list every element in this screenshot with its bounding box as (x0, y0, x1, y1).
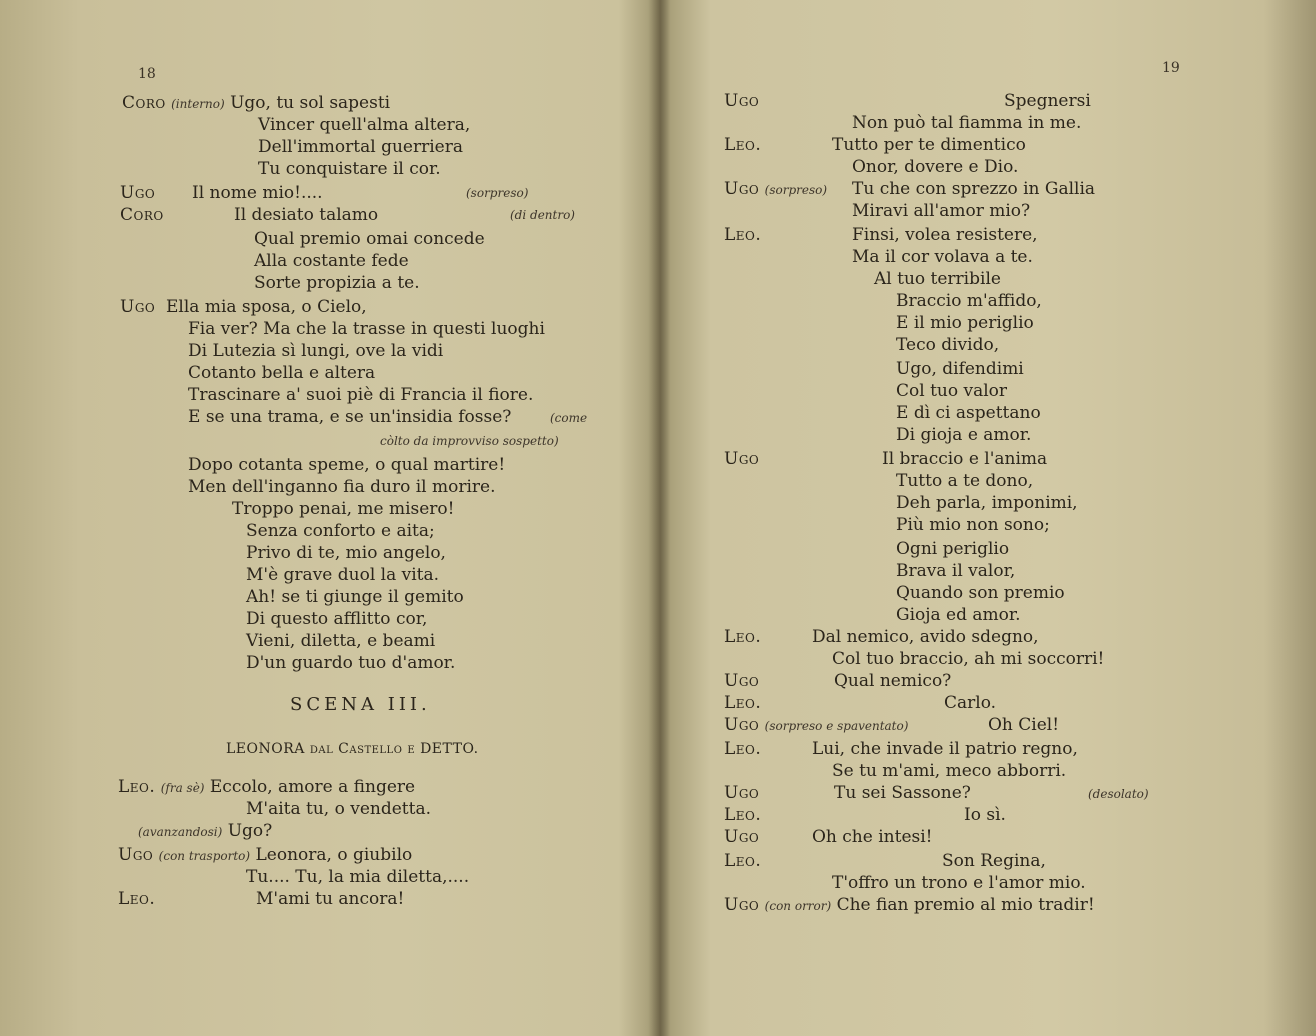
verse-line: Al tuo terribile (874, 269, 1001, 289)
verse-line: T'offro un trono e l'amor mio. (832, 873, 1086, 893)
verse-line (118, 888, 155, 910)
verse-line: Di gioja e amor. (896, 425, 1032, 445)
speaker: Ugo (120, 297, 156, 317)
verse-line: Tu conquistare il cor. (258, 159, 441, 179)
verse-text: Eccolo, amore a fingere (209, 777, 416, 797)
speaker: Ugo (724, 671, 760, 691)
stage-direction: (con orror) (764, 899, 832, 913)
verse-line: Fia ver? Ma che la trasse in questi luoghi (188, 319, 545, 339)
speaker: Ugo (118, 845, 154, 865)
verse-text: Tu sei Sassone? (834, 783, 971, 803)
verse-line (122, 92, 390, 115)
verse-line: Privo di te, mio angelo, (246, 543, 446, 563)
verse-text: Il desiato talamo (234, 205, 379, 225)
verse-line: Ogni periglio (896, 539, 1010, 559)
verse-line (120, 296, 155, 318)
verse-line: Senza conforto e aita; (246, 521, 435, 541)
verse-text: Che fian premio al mio tradir! (836, 895, 1095, 915)
verse-line: E dì ci aspettano (896, 403, 1041, 423)
stage-direction: (sorpreso) (466, 186, 529, 200)
verse-text: Leonora, o giubilo (255, 845, 413, 865)
verse-line: Se tu m'ami, meco abborri. (832, 761, 1067, 781)
stage-direction: còlto da improvviso sospetto) (380, 434, 559, 448)
verse-line: Teco divido, (896, 335, 1000, 355)
verse-text: Son Regina, (942, 851, 1046, 871)
verse-line: Brava il valor, (896, 561, 1016, 581)
verse-line: Ma il cor volava a te. (852, 247, 1033, 267)
page-number: 18 (138, 66, 156, 82)
speaker: Ugo (724, 179, 760, 199)
stage-direction: (come (550, 411, 588, 425)
verse-line (120, 182, 155, 204)
verse-text: Carlo. (944, 693, 997, 713)
verse-line (118, 844, 412, 867)
verse-line (138, 820, 272, 843)
stage-direction: (desolato) (1088, 787, 1149, 801)
verse-line: D'un guardo tuo d'amor. (246, 653, 456, 673)
verse-line: Trascinare a' suoi piè di Francia il fiore. (188, 385, 534, 405)
speaker: Ugo (724, 715, 760, 735)
verse-text: Lui, che invade il patrio regno, (812, 739, 1078, 759)
verse-line: Più mio non sono; (896, 515, 1050, 535)
verse-line: Col tuo braccio, ah mi soccorri! (832, 649, 1105, 669)
verse-text: Ugo? (227, 821, 273, 841)
verse-line: Non può tal fiamma in me. (852, 113, 1082, 133)
verse-line: Sorte propizia a te. (254, 273, 420, 293)
verse-line: Tutto a te dono, (896, 471, 1034, 491)
verse-line: Gioja ed amor. (896, 605, 1021, 625)
speaker: Leo. (724, 135, 762, 155)
verse-line: Onor, dovere e Dio. (852, 157, 1019, 177)
speaker: Ugo (724, 827, 760, 847)
verse-line: Quando son premio (896, 583, 1065, 603)
speaker: Coro (122, 93, 166, 113)
verse-line: Di questo afflitto cor, (246, 609, 428, 629)
speaker: Leo. (724, 805, 762, 825)
verse-text: Finsi, volea resistere, (852, 225, 1038, 245)
verse-line: E il mio periglio (896, 313, 1034, 333)
verse-line (118, 776, 415, 799)
verse-line (120, 204, 164, 226)
speaker: Ugo (724, 449, 760, 469)
verse-line: Braccio m'affido, (896, 291, 1042, 311)
verse-line: E se una trama, e se un'insidia fosse? (188, 407, 512, 427)
verse-text: Ella mia sposa, o Cielo, (166, 297, 367, 317)
verse-line: Troppo penai, me misero! (232, 499, 455, 519)
verse-text: Oh Ciel! (988, 715, 1060, 735)
verse-text: Dal nemico, avido sdegno, (812, 627, 1039, 647)
speaker: Leo. (724, 627, 762, 647)
stage-direction: (sorpreso e spaventato) (764, 719, 909, 733)
stage-direction: (interno) (171, 97, 225, 111)
verse-line: M'aita tu, o vendetta. (246, 799, 432, 819)
verse-line: Deh parla, imponimi, (896, 493, 1078, 513)
verse-line: Tu.... Tu, la mia diletta,.... (246, 867, 470, 887)
verse-line: Ah! se ti giunge il gemito (246, 587, 464, 607)
verse-text: Ugo, tu sol sapesti (230, 93, 391, 113)
scene-cast: LEONORA dal Castello e DETTO. (226, 741, 479, 757)
speaker: Leo. (724, 739, 762, 759)
verse-line: M'è grave duol la vita. (246, 565, 440, 585)
verse-line: Qual premio omai concede (254, 229, 485, 249)
stage-direction: (di dentro) (510, 208, 575, 222)
stage-direction: (con trasporto) (158, 849, 251, 863)
verse-line: Dopo cotanta speme, o qual martire! (188, 455, 506, 475)
verse-text: Oh che intesi! (812, 827, 933, 847)
speaker: Ugo (724, 895, 760, 915)
verse-text: Tu che con sprezzo in Gallia (852, 179, 1096, 199)
speaker: Leo. (724, 693, 762, 713)
verse-line: Alla costante fede (254, 251, 409, 271)
verse-line: Ugo, difendimi (896, 359, 1024, 379)
verse-text: Io sì. (964, 805, 1006, 825)
speaker: Ugo (724, 783, 760, 803)
speaker: Ugo (724, 91, 760, 111)
speaker: Leo. (118, 777, 156, 797)
verse-text: Il braccio e l'anima (882, 449, 1048, 469)
verse-line (724, 894, 1095, 917)
verse-line: Men dell'inganno fia duro il morire. (188, 477, 496, 497)
verse-line: Vieni, diletta, e beami (246, 631, 436, 651)
verse-line: Vincer quell'alma altera, (258, 115, 471, 135)
stage-direction: (avanzandosi) (138, 825, 223, 839)
verse-text: Il nome mio!.... (192, 183, 323, 203)
speaker: Ugo (120, 183, 156, 203)
verse-text: Tutto per te dimentico (832, 135, 1026, 155)
verse-line: Cotanto bella e altera (188, 363, 376, 383)
scene-title: SCENA III. (290, 694, 431, 715)
speaker: Leo. (724, 851, 762, 871)
verse-text: Spegnersi (1004, 91, 1091, 111)
page-number: 19 (1162, 60, 1180, 76)
stage-direction: (fra sè) (160, 781, 205, 795)
verse-text: M'ami tu ancora! (256, 889, 405, 909)
speaker: Leo. (118, 889, 156, 909)
stage-direction: (sorpreso) (764, 183, 828, 197)
verse-text: Qual nemico? (834, 671, 952, 691)
speaker: Leo. (724, 225, 762, 245)
book-spine (648, 0, 670, 1036)
verse-line: Dell'immortal guerriera (258, 137, 463, 157)
verse-line (724, 714, 908, 737)
verse-line: Miravi all'amor mio? (852, 201, 1031, 221)
speaker: Coro (120, 205, 164, 225)
verse-line (724, 178, 827, 201)
verse-line: Di Lutezia sì lungi, ove la vidi (188, 341, 444, 361)
verse-line: Col tuo valor (896, 381, 1008, 401)
